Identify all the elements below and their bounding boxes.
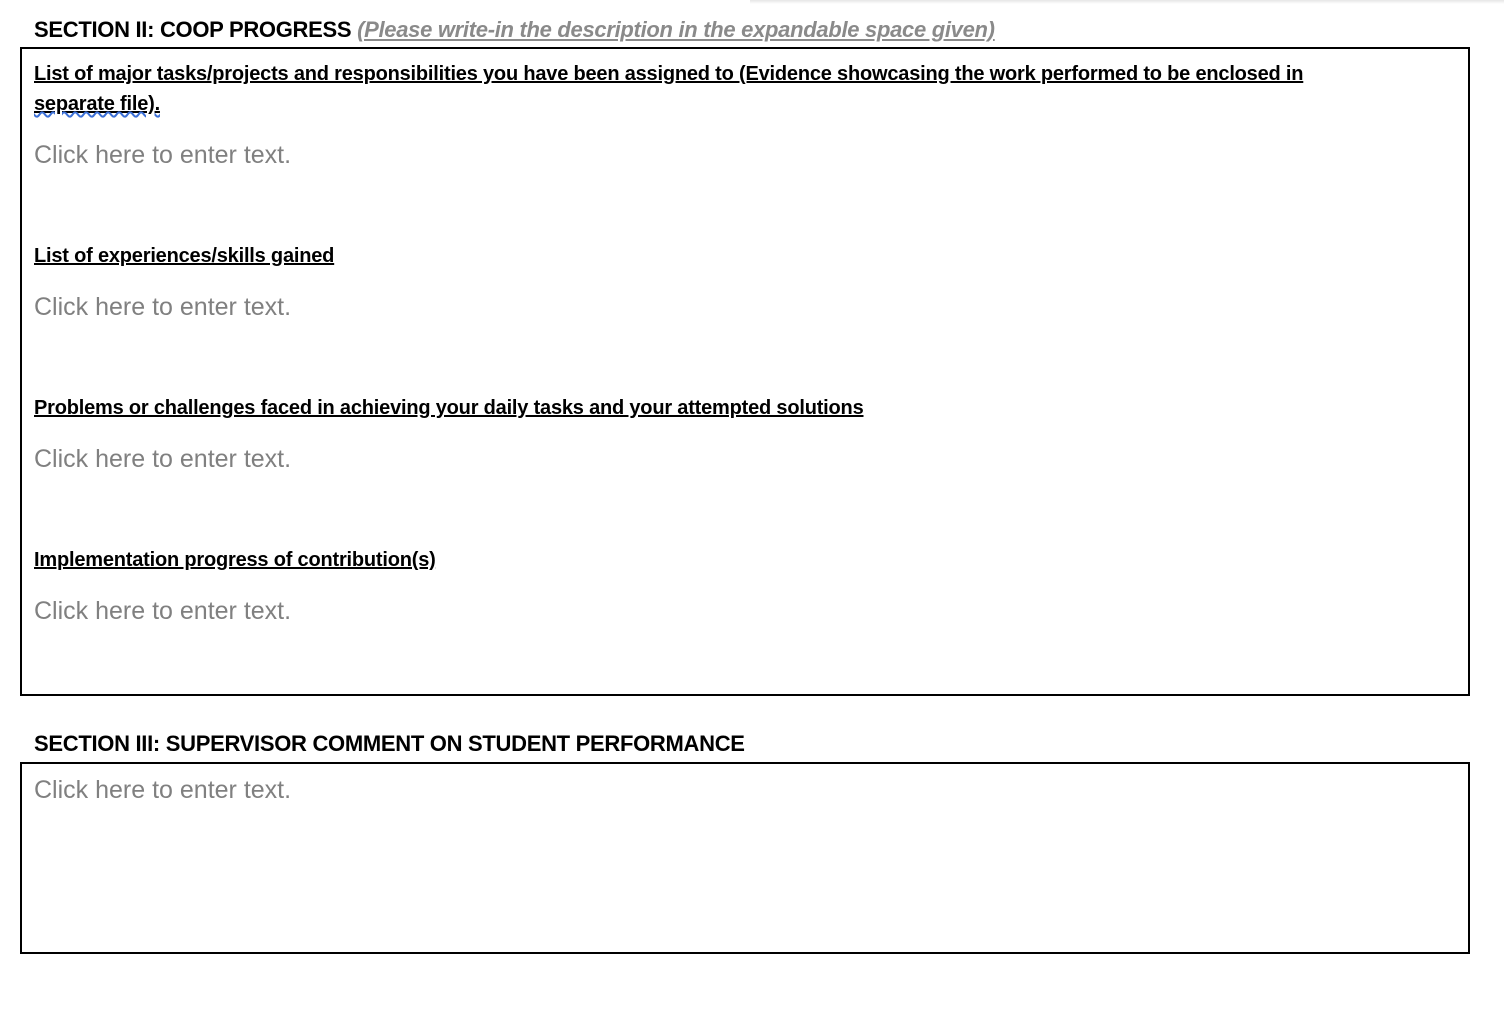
ruler-shadow <box>750 0 1504 4</box>
field-label-major-tasks <box>34 59 1384 119</box>
implementation-progress-text-field[interactable]: Click here to enter text. <box>34 597 292 625</box>
section-2-heading <box>34 17 995 43</box>
skills-gained-text-field[interactable]: Click here to enter text. <box>34 293 292 321</box>
supervisor-comment-text-field[interactable]: Click here to enter text. <box>34 776 292 804</box>
section-3-box <box>20 762 1470 954</box>
section-3-heading <box>34 731 745 757</box>
field-label-implementation-progress: Implementation progress of contribution(s) <box>34 549 436 571</box>
section-2-box <box>20 47 1470 696</box>
section-2-title: SECTION II: COOP PROGRESS <box>34 17 352 42</box>
field-label-problems-challenges: Problems or challenges faced in achieving your daily tasks and your attempted solutions <box>34 397 864 419</box>
field-label-major-tasks-cont: separate file). <box>34 93 160 115</box>
field-label-major-tasks-text: List of major tasks/projects and responsibilities you have been assigned to (Evidence showcasing the work performed to be enclosed in <box>34 63 1304 85</box>
problems-challenges-text-field[interactable]: Click here to enter text. <box>34 445 292 473</box>
field-label-skills-gained: List of experiences/skills gained <box>34 245 335 267</box>
major-tasks-text-field[interactable]: Click here to enter text. <box>34 141 292 169</box>
section-2-note: (Please write-in the description in the expandable space given) <box>357 17 995 42</box>
section-3-title: SECTION III: SUPERVISOR COMMENT ON STUDENT PERFORMANCE <box>34 731 745 756</box>
